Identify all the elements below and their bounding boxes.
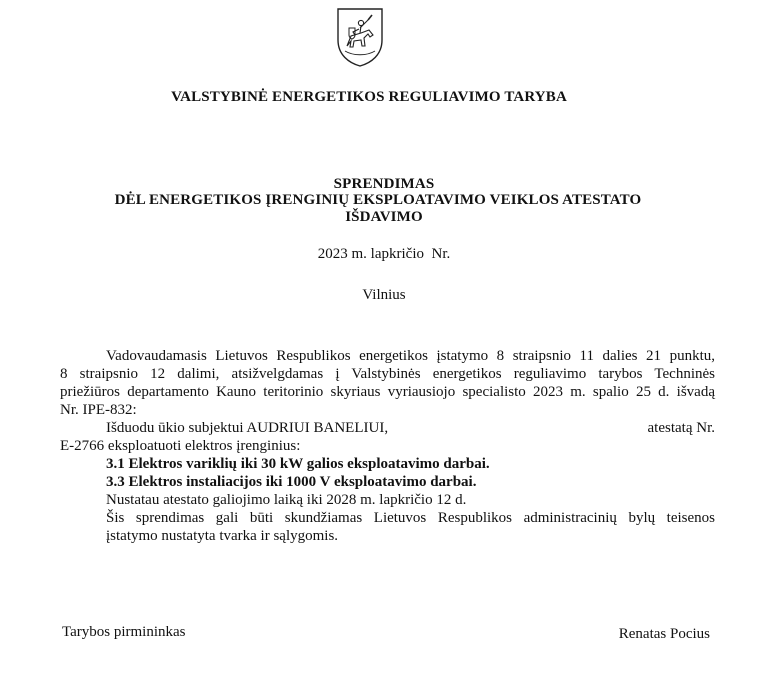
- signatory-name: Renatas Pocius: [618, 626, 710, 642]
- decision-title: SPRENDIMAS: [333, 176, 435, 192]
- agency-name: VALSTYBINĖ ENERGETIKOS REGULIAVIMO TARYBA: [171, 89, 567, 105]
- decision-date: 2023 m. lapkričio Nr.: [317, 246, 451, 262]
- paragraph-legal-basis-line1: Vadovaudamasis Lietuvos Respublikos energetikos įstatymo 8 straipsnio 11 dalies 21 punktu,: [106, 348, 715, 364]
- paragraph-legal-basis-line2: 8 straipsnio 12 dalimi, atsižvelgdamas į Valstybinės energetikos reguliavimo tarybos Techninės: [60, 366, 715, 382]
- paragraph-legal-basis-line3: priežiūros departamento Kauno teritorinio skyriaus vyriausiojo specialisto 2023 m. spalio 25 d. išvadą: [60, 384, 715, 400]
- certificate-item-3-1: 3.1 Elektros variklių iki 30 kW galios eksploatavimo darbai.: [106, 456, 490, 472]
- certificate-item-3-3: 3.3 Elektros instaliacijos iki 1000 V eksploatavimo darbai.: [106, 474, 477, 490]
- issue-statement-certificate: atestatą Nr.: [647, 420, 715, 436]
- issue-statement-scope: E-2766 eksploatuoti elektros įrenginius:: [60, 438, 301, 454]
- appeal-statement-line1: Šis sprendimas gali būti skundžiamas Lietuvos Respublikos administracinių bylų teisenos: [106, 510, 715, 526]
- issue-statement-subject: Išduodu ūkio subjektui AUDRIUI BANELIUI,: [106, 420, 389, 436]
- appeal-statement-line2: įstatymo nustatyta tvarka ir sąlygomis.: [106, 528, 339, 544]
- decision-city: Vilnius: [362, 287, 406, 303]
- validity-statement: Nustatau atestato galiojimo laiką iki 2028 m. lapkričio 12 d.: [106, 492, 467, 508]
- decision-subject-line1: DĖL ENERGETIKOS ĮRENGINIŲ EKSPLOATAVIMO VEIKLOS ATESTATO: [114, 192, 642, 208]
- coat-of-arms-icon: [335, 6, 385, 68]
- signatory-role: Tarybos pirmininkas: [62, 624, 186, 640]
- paragraph-legal-basis-line4: Nr. IPE-832:: [60, 402, 137, 418]
- decision-subject-line2: IŠDAVIMO: [345, 209, 423, 225]
